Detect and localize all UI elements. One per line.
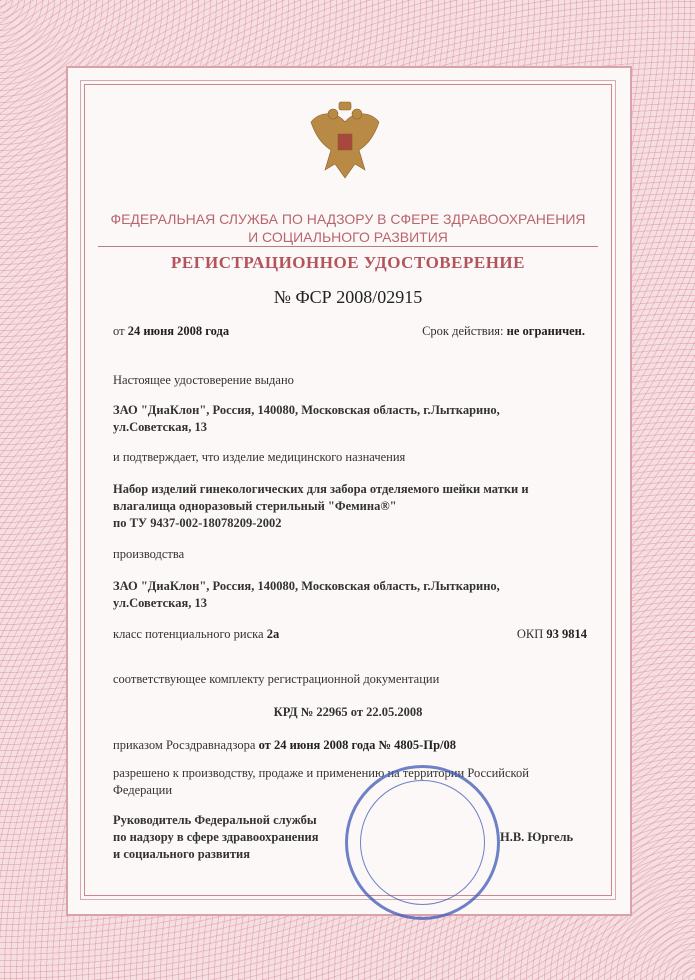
issued-to-line1: ЗАО "ДиаКлон", Россия, 140080, Московская область, г.Лыткарино, bbox=[113, 403, 500, 417]
manufacturer-line2: ул.Советская, 13 bbox=[113, 596, 207, 610]
confirms-label: и подтверждает, что изделие медицинского назначения bbox=[113, 450, 406, 464]
order bbox=[113, 737, 456, 754]
order-label: приказом Росздравнадзора bbox=[113, 738, 256, 752]
product-line3: по ТУ 9437-002-18078209-2002 bbox=[113, 516, 282, 530]
official-seal-stamp bbox=[345, 765, 500, 920]
risk-value: 2а bbox=[266, 627, 280, 641]
risk-class bbox=[113, 626, 279, 643]
double-headed-eagle-emblem bbox=[305, 100, 385, 186]
okp-value: 93 9814 bbox=[546, 627, 587, 641]
validity bbox=[422, 323, 585, 340]
okp-label: ОКП bbox=[516, 627, 544, 641]
issued-to-label: Настоящее удостоверение выдано bbox=[113, 373, 294, 387]
agency-name-line1: ФЕДЕРАЛЬНАЯ СЛУЖБА ПО НАДЗОРУ В СФЕРЕ ЗДРАВООХРАНЕНИЯ bbox=[110, 211, 586, 227]
permit-line2: Федерации bbox=[113, 783, 173, 797]
signatory-position-line1: Руководитель Федеральной службы bbox=[113, 813, 317, 827]
order-value: от 24 июня 2008 года № 4805-Пр/08 bbox=[258, 738, 456, 752]
krd-number: КРД № 22965 от 22.05.2008 bbox=[273, 705, 423, 719]
manufacturer-line1: ЗАО "ДиаКлон", Россия, 140080, Московская область, г.Лыткарино, bbox=[113, 579, 500, 593]
validity-value: не ограничен. bbox=[506, 324, 585, 338]
product-line1: Набор изделий гинекологических для забора отделяемого шейки матки и bbox=[113, 482, 529, 496]
date-prefix: от bbox=[113, 324, 125, 338]
risk-label: класс потенциального риска bbox=[113, 627, 264, 641]
issue-date bbox=[113, 323, 229, 340]
permit-line1: разрешено к производству, продаже и применению на территории Российской bbox=[113, 766, 529, 780]
signatory-position-line2: по надзору в сфере здравоохранения bbox=[113, 830, 319, 844]
header-divider bbox=[98, 246, 598, 247]
issued-to-line2: ул.Советская, 13 bbox=[113, 420, 207, 434]
product-line2: влагалища одноразовый стерильный "Фемина®" bbox=[113, 499, 397, 513]
okp-code bbox=[517, 626, 587, 643]
validity-label: Срок действия: bbox=[422, 324, 504, 338]
signatory-name: Н.В. Юргель bbox=[500, 830, 574, 844]
document-title: РЕГИСТРАЦИОННОЕ УДОСТОВЕРЕНИЕ bbox=[171, 253, 525, 272]
certificate-number: № ФСР 2008/02915 bbox=[273, 287, 423, 307]
agency-name-line2: И СОЦИАЛЬНОГО РАЗВИТИЯ bbox=[248, 229, 448, 245]
docs-label: соответствующее комплекту регистрационной документации bbox=[113, 672, 440, 686]
date-value: 24 июня 2008 года bbox=[127, 324, 230, 338]
signatory-position-line3: и социального развития bbox=[113, 847, 250, 861]
manufacturer-label: производства bbox=[113, 547, 185, 561]
